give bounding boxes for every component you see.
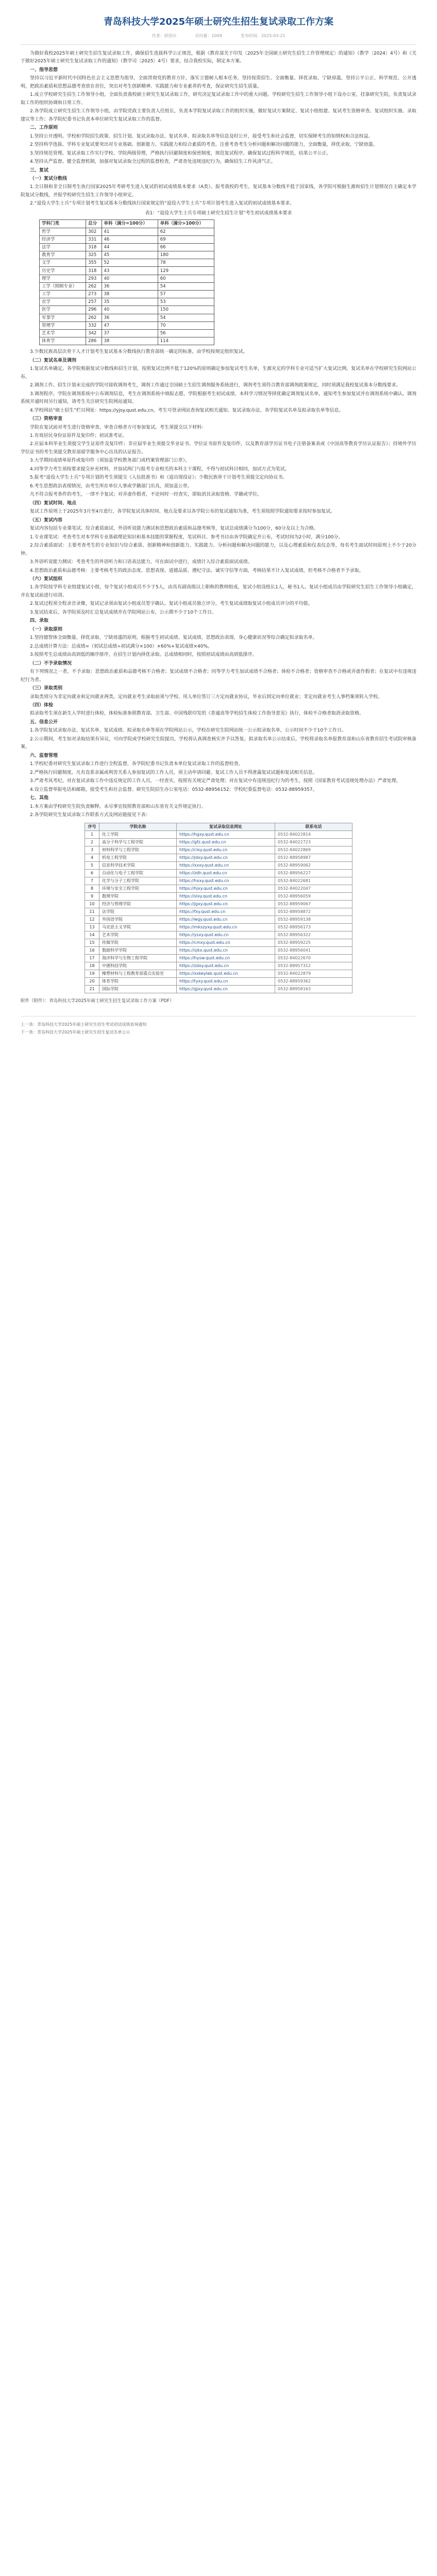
paragraph: 4.坚持从严监督。健全监督机制，加强对复试录取全过程的监督检查，严肃查处违规违纪行为，确保招生工作风清气正。 bbox=[30, 159, 276, 165]
section-heading: （三）资格审查 bbox=[30, 416, 63, 422]
table-cell: 0532-88959138 bbox=[275, 916, 352, 923]
table-row bbox=[85, 916, 352, 923]
table-cell: 数据科学学院 bbox=[99, 946, 177, 954]
college-url-link[interactable]: https://xskeylab.qust.edu.cn bbox=[177, 970, 275, 977]
table-cell: 艺术学 bbox=[40, 329, 86, 337]
college-url-link[interactable]: https://wgy.qust.edu.cn bbox=[177, 916, 275, 923]
college-url-link[interactable]: https://slxy.qust.edu.cn bbox=[177, 892, 275, 900]
table-cell: 40 bbox=[102, 306, 158, 314]
table-cell: 9 bbox=[85, 892, 99, 900]
section-heading: （一）录取原则 bbox=[30, 626, 63, 632]
paragraph: 录取类别分为非定向就业和定向就业两类。定向就业考生录取前须与学校、用人单位签订三方定向就业协议，毕业后到定向单位就业；非定向就业考生人事档案须转入学校。 bbox=[30, 694, 383, 700]
section-heading: 六、监督管理 bbox=[30, 753, 58, 758]
table-cell: 318 bbox=[86, 243, 102, 251]
table-cell: 70 bbox=[158, 321, 214, 329]
paragraph: 1.各学院按学科专业组建复试小组，每个复试小组成员不少于5人，由具有副高级以上职称的教师组成，复试小组设组长1人，秘书1人。复试小组成员由学院研究生招生工作领导小组确定，并在复试前进行培训。 bbox=[21, 585, 416, 598]
paragraph: 复试工作原则上于2025年3月至4月进行，各学院复试具体时间、地点及要求以各学院公布的复试通知为准，考生须按照学院通知要求按时参加复试。 bbox=[30, 509, 335, 515]
paragraph: 2.公示期间，考生如对录取结果有异议，可向学院或学校研究生院提出，学校将认真调查核实并予以答复。拟录取名单公示结束后，学校将录取名单报教育部和山东省教育招生考试院审核备案。 bbox=[21, 736, 416, 750]
table-cell: 自动化与电子工程学院 bbox=[99, 869, 177, 877]
paragraph: 1.学校纪委对研究生复试录取工作进行全程监督，各学院纪委书记负责本单位复试录取工作的监督检查。 bbox=[30, 761, 243, 767]
table-cell: 78 bbox=[158, 259, 214, 267]
table-cell: 0532-88959062 bbox=[275, 861, 352, 869]
paragraph: 1.复试名单确定。各学院根据复试分数线和招生计划，按照复试比例不低于120%的原则确定参加复试考生名单，生源充足的学科专业可适当扩大复试比例。复试名单在学校研究生院网站公布。 bbox=[21, 366, 416, 380]
table-header-cell: 序号 bbox=[85, 823, 99, 831]
paragraph: 1.本方案由学校研究生院负责解释。未尽事宜按照教育部和山东省有关文件规定执行。 bbox=[30, 804, 206, 809]
table-row bbox=[40, 251, 214, 259]
attachment-link[interactable]: 附件（附件）：青岛科技大学2025年硕士研究生招生复试录取工作方案（PDF） bbox=[21, 998, 174, 1004]
table-cell: 35 bbox=[102, 298, 158, 306]
table-cell: 36 bbox=[102, 282, 158, 290]
paragraph: 有下列情况之一者，不予录取：思想政治素质和品德考核不合格者；复试成绩不合格者；同等学力考生加试成绩不合格者；体检不合格者；资格审查不合格或弄虚作假者；在复试中有违规违纪行为者。 bbox=[21, 669, 416, 683]
college-url-link[interactable]: https://jgxy.qust.edu.cn bbox=[177, 900, 275, 908]
section-heading: （二）复试名单及调剂 bbox=[30, 358, 77, 363]
table-cell: 20 bbox=[85, 977, 99, 985]
table-header-row bbox=[85, 823, 352, 831]
table-row bbox=[85, 962, 352, 970]
section-heading: 一、指导思想 bbox=[30, 67, 58, 73]
paragraph: 3.调剂程序。学院在调剂系统中公布调剂信息，考生在调剂系统中填报志愿，学院根据考生初试成绩、本科学习情况等择优确定调剂复试名单，通知考生参加复试并在调剂系统中确认。调剂系统开通时间另行通知，请考生关注研究生院网站通知。 bbox=[21, 391, 416, 405]
meta-date: 发布时间：2025-03-21 bbox=[240, 33, 285, 39]
section-heading: 三、复试 bbox=[30, 167, 49, 173]
table-row bbox=[40, 314, 214, 321]
table-header-cell: 单科（满分>100分） bbox=[158, 220, 214, 228]
table-cell: 262 bbox=[86, 314, 102, 321]
table-header-row bbox=[40, 220, 214, 228]
table-cell: 环境与安全工程学院 bbox=[99, 885, 177, 892]
article-body bbox=[21, 50, 416, 993]
college-url-link[interactable]: https://jdxy.qust.edu.cn bbox=[177, 854, 275, 861]
table-row bbox=[40, 259, 214, 267]
table-cell: 国际学院 bbox=[99, 985, 177, 993]
table-cell: 318 bbox=[86, 267, 102, 275]
table-row bbox=[85, 946, 352, 954]
table-row bbox=[40, 267, 214, 275]
table-row bbox=[85, 939, 352, 946]
table-row bbox=[85, 877, 352, 885]
table-cell: 45 bbox=[102, 251, 158, 259]
table-cell: 325 bbox=[86, 251, 102, 259]
section-heading: （二）不予录取情况 bbox=[30, 660, 72, 666]
section-heading: 七、其他 bbox=[30, 795, 49, 801]
table-cell: 60 bbox=[158, 275, 214, 282]
table-cell: 0532-84022670 bbox=[275, 954, 352, 962]
table-cell: 66 bbox=[158, 243, 214, 251]
paragraph: 学院在复试前对考生进行资格审查，审查合格者方可参加复试。考生须提交以下材料： bbox=[30, 425, 207, 430]
table-row bbox=[85, 954, 352, 962]
table-cell: 7 bbox=[85, 877, 99, 885]
table-cell: 法学院 bbox=[99, 908, 177, 916]
table-cell: 53 bbox=[158, 298, 214, 306]
college-url-link[interactable]: https://gfz.qust.edu.cn bbox=[177, 838, 275, 846]
paragraph: 4.同等学力考生须按要求提交补充材料，并加试两门与报考专业相关的本科主干课程，不得与初试科目相同，加试方式为笔试。 bbox=[30, 466, 290, 472]
table-row bbox=[85, 846, 352, 854]
table-cell: 17 bbox=[85, 954, 99, 962]
table-row bbox=[85, 908, 352, 916]
table-cell: 0532-88956173 bbox=[275, 923, 352, 931]
table-cell: 工学 bbox=[40, 291, 86, 298]
table-cell: 43 bbox=[102, 267, 158, 275]
table-header-cell: 复试录取信息网址 bbox=[177, 823, 275, 831]
table-cell: 355 bbox=[86, 259, 102, 267]
table-row bbox=[85, 831, 352, 838]
table-cell: 0532-88958872 bbox=[275, 908, 352, 916]
table-cell: 0532-88956041 bbox=[275, 946, 352, 954]
table-row bbox=[85, 885, 352, 892]
table-row bbox=[40, 275, 214, 282]
table-cell: 4 bbox=[85, 854, 99, 861]
paragraph: 2.调剂工作。招生计划未完成的学院可接收调剂考生，调剂工作通过全国硕士生招生调剂服务系统进行，调剂考生须符合教育部调剂政策规定，同时须满足我校复试基本分数线要求。 bbox=[30, 383, 401, 388]
table-cell: 331 bbox=[86, 235, 102, 243]
table-cell: 6 bbox=[85, 869, 99, 877]
table-row bbox=[85, 838, 352, 846]
paragraph: 5.报考“退役大学生士兵”专项计划的考生须提交《入伍批准书》和《退出现役证》；少数民族骨干计划考生须提交定向协议书。 bbox=[30, 475, 288, 481]
table-cell: 法学 bbox=[40, 243, 86, 251]
table-cell: 0532-84022814 bbox=[275, 831, 352, 838]
paragraph: 4.学校网站“硕士招生”栏目网址：https://yjsy.qust.edu.cn，考生可登录网站查询复试相关通知、复试录取办法、各学院复试名单及拟录取名单等信息。 bbox=[30, 408, 344, 413]
table-cell: 52 bbox=[102, 259, 158, 267]
table-cell: 0532-88957312 bbox=[275, 962, 352, 970]
college-url-link[interactable]: https://mkszyxy.qust.edu.cn bbox=[177, 923, 275, 931]
table-cell: 14 bbox=[85, 931, 99, 939]
table-cell: 医学 bbox=[40, 306, 86, 314]
quota-table bbox=[39, 219, 214, 345]
table-row bbox=[85, 900, 352, 908]
college-url-link[interactable]: https://gjxy.qust.edu.cn bbox=[177, 985, 275, 993]
table-cell: 体育学院 bbox=[99, 977, 177, 985]
table-cell: 19 bbox=[85, 970, 99, 977]
table-caption: 表1：“退役大学生士兵专项硕士研究生招生计划”考生初试成绩基本要求 bbox=[145, 210, 292, 216]
table-cell: 12 bbox=[85, 916, 99, 923]
table-cell: 46 bbox=[102, 235, 158, 243]
table-header-cell: 总分 bbox=[86, 220, 102, 228]
table-cell: 经济学 bbox=[40, 235, 86, 243]
table-cell: 中德科技学院 bbox=[99, 962, 177, 970]
table-row bbox=[40, 321, 214, 329]
table-cell: 180 bbox=[158, 251, 214, 259]
paragraph: 1.坚持公开透明。学校和学院招生政策、招生计划、复试录取办法、复试名单、拟录取名单等信息及时公开，接受考生和社会监督，切实保障考生的知情权和合法权益。 bbox=[30, 133, 373, 139]
table-cell: 材料科学与工程学院 bbox=[99, 846, 177, 854]
table-cell: 信息科学技术学院 bbox=[99, 861, 177, 869]
section-heading: （四）复试时间、地点 bbox=[30, 500, 77, 506]
table-row bbox=[40, 306, 214, 314]
table-row bbox=[85, 970, 352, 977]
college-url-link[interactable]: https://ysxy.qust.edu.cn bbox=[177, 931, 275, 939]
table-cell: 文学 bbox=[40, 259, 86, 267]
paragraph: 3.坚持规范管理。复试录取工作实行学校、学院两级管理，严格执行回避制度和保密制度，规范复试程序，确保复试过程科学规范，结果公平公正。 bbox=[30, 150, 331, 156]
paragraph: 2.综合素质面试：主要考查考生的专业知识与综合素质、创新精神和创新能力、实践能力、分析问题和解决问题的能力，以及心理素质和仪表仪态等，每名考生面试时间原则上不少于20分钟。 bbox=[21, 543, 416, 556]
table-cell: 0532-88959067 bbox=[275, 900, 352, 908]
table-cell: 0532-88959362 bbox=[275, 977, 352, 985]
table-cell: 38 bbox=[102, 291, 158, 298]
table-cell: 0532-88956227 bbox=[275, 869, 352, 877]
table-cell: 56 bbox=[158, 329, 214, 337]
meta-views: 访问量：1009 bbox=[195, 33, 222, 39]
college-url-link[interactable]: https://hxxy.qust.edu.cn bbox=[177, 877, 275, 885]
table-cell: 艺术学院 bbox=[99, 931, 177, 939]
paragraph: 3.按照考生总成绩由高到低的顺序排序，在招生计划内择优录取。总成绩相同时，按照初试成绩由高到低排序。 bbox=[30, 652, 257, 658]
table-cell: 15 bbox=[85, 939, 99, 946]
table-row bbox=[40, 228, 214, 235]
title-divider bbox=[21, 44, 416, 45]
paragraph: 复试内容包括专业课笔试、综合素质面试、外语听说能力测试和思想政治素质和品德考核等，复试总成绩满分为100分，60分及以上为合格。 bbox=[30, 526, 318, 532]
paragraph: 3.严肃考风考纪。对在复试录取工作中违反规定的工作人员，一经查实，按照有关规定严肃处理；对在复试中有违规违纪行为的考生，按照《国家教育考试违规处理办法》严肃处理。 bbox=[30, 778, 401, 784]
table-cell: 机电工程学院 bbox=[99, 854, 177, 861]
table-row bbox=[40, 291, 214, 298]
paragraph: 3.少数民族高层次骨干人才计划考生复试基本分数线执行教育部统一确定的标准，由学校按规定组织复试。 bbox=[30, 349, 248, 355]
college-url-link[interactable]: https://hgxy.qust.edu.cn bbox=[177, 831, 275, 838]
paragraph: 2.各学院研究生复试录取工作联系方式及网站链接见下表： bbox=[30, 812, 150, 818]
table-row bbox=[85, 869, 352, 877]
table-cell: 257 bbox=[86, 298, 102, 306]
table-cell: 化学与分子工程学院 bbox=[99, 877, 177, 885]
table-cell: 0532-84022869 bbox=[275, 846, 352, 854]
paragraph: 4.思想政治素质和品德考核：主要考核考生的政治态度、思想表现、道德品质、遵纪守法、诚实守信等方面，考核结果不计入复试成绩，但考核不合格者不予录取。 bbox=[30, 568, 364, 573]
table-cell: 0532-84022681 bbox=[275, 877, 352, 885]
table-cell: 342 bbox=[86, 329, 102, 337]
section-heading: （一）复试分数线 bbox=[30, 176, 68, 181]
table-cell: 传媒学院 bbox=[99, 939, 177, 946]
table-cell: 332 bbox=[86, 321, 102, 329]
paragraph: 1.成立学校研究生招生工作领导小组，全面负责我校硕士研究生复试录取工作，研究决定复试录取工作中的重大问题。学校研究生招生工作领导小组下设办公室，挂靠研究生院，负责复试录取工作的组织协调和日常工作。 bbox=[21, 92, 416, 106]
table-cell: 数理学院 bbox=[99, 892, 177, 900]
paragraph: 3.大学期间成绩单原件或复印件（须加盖学校教务部门或档案管理部门公章）。 bbox=[30, 458, 190, 464]
table-cell: 273 bbox=[86, 291, 102, 298]
table-cell: 0532-88958987 bbox=[275, 854, 352, 861]
table-cell: 0532-84022723 bbox=[275, 838, 352, 846]
article-footer bbox=[21, 1016, 416, 1036]
table-row bbox=[85, 977, 352, 985]
college-url-link[interactable]: https://hjxy.qust.edu.cn bbox=[177, 885, 275, 892]
table-cell: 农学 bbox=[40, 298, 86, 306]
table-header-cell: 学院名称 bbox=[99, 823, 177, 831]
table-cell: 军事学 bbox=[40, 314, 86, 321]
table-cell: 262 bbox=[86, 282, 102, 290]
table-cell: 54 bbox=[158, 314, 214, 321]
paragraph: 凡不符合报考条件的考生，一律不予复试；对弄虚作假者，不论何时一经查实，即取消其录取资格、学籍或学位。 bbox=[30, 492, 262, 498]
paragraph: 1.坚持德智体全面衡量、择优录取、宁缺毋滥的原则，根据考生初试成绩、复试成绩、思想政治表现、身心健康状况等综合确定拟录取名单。 bbox=[30, 635, 317, 641]
paragraph: 1.有效居民身份证原件及复印件；初试准考证。 bbox=[30, 433, 127, 438]
table-row bbox=[85, 892, 352, 900]
table-cell: 44 bbox=[102, 243, 158, 251]
paragraph: 1.全日制和非全日制考生执行国家2025年考研考生进入复试的初试成绩基本要求（A类）。报考我校的考生，复试基本分数线不低于国家线，各学院可根据生源和招生计划情况自主确定本学院复试分数线，并报学校研究生招生工作领导小组审定。 bbox=[21, 184, 416, 198]
next-article-link[interactable]: 下一条：青岛科技大学2025年硕士研究生招生复试名单公示 bbox=[21, 1030, 130, 1035]
table-cell: 47 bbox=[102, 321, 158, 329]
paragraph: 1.专业课笔试：考查考生对本学科专业基础理论知识和基本技能的掌握程度，笔试科目、参考书目由各学院确定并公布，考试时间为2小时，满分100分。 bbox=[30, 534, 343, 540]
paragraph: 2.严格执行回避制度。凡有直系亲属或利害关系人参加复试的工作人员，须主动申请回避。复试工作人员不得泄露复试试题和复试相关信息。 bbox=[30, 770, 317, 775]
table-row bbox=[40, 337, 214, 345]
table-cell: 高分子科学与工程学院 bbox=[99, 838, 177, 846]
table-row bbox=[40, 243, 214, 251]
table-cell: 理学 bbox=[40, 275, 86, 282]
article-page bbox=[0, 0, 437, 1049]
table-cell: 18 bbox=[85, 962, 99, 970]
table-cell: 36 bbox=[102, 314, 158, 321]
paragraph: 3.复试结束后，各学院须及时汇总复试成绩并在学院网站公布，公示期不少于10个工作日。 bbox=[30, 609, 217, 615]
table-cell: 管理学 bbox=[40, 321, 86, 329]
table-header-cell: 联系电话 bbox=[275, 823, 352, 831]
table-row bbox=[85, 931, 352, 939]
table-cell: 马克思主义学院 bbox=[99, 923, 177, 931]
college-url-link[interactable]: https://zdxy.qust.edu.cn bbox=[177, 962, 275, 970]
table-cell: 0532-88959225 bbox=[275, 939, 352, 946]
table-cell: 教育学 bbox=[40, 251, 86, 259]
paragraph: 坚持以习近平新时代中国特色社会主义思想为指导，全面贯彻党的教育方针，落实立德树人根本任务，坚持按需招生、全面衡量、择优录取、宁缺毋滥，坚持公平公正、科学规范、公开透明，把政治素质和思想品德考查放在首位，突出对考生创新精神、实践能力和专业素养的考查，保证研究生招生质量。 bbox=[21, 76, 416, 89]
college-url-link[interactable]: https://hysw.qust.edu.cn bbox=[177, 954, 275, 962]
table-header-cell: 学科门类 bbox=[40, 220, 86, 228]
table-cell: 外国语学院 bbox=[99, 916, 177, 923]
table-cell: 化工学院 bbox=[99, 831, 177, 838]
section-heading: （六）复试组织 bbox=[30, 576, 63, 582]
college-url-link[interactable]: https://sjkx.qust.edu.cn bbox=[177, 946, 275, 954]
college-url-link[interactable]: https://zdh.qust.edu.cn bbox=[177, 869, 275, 877]
article-meta bbox=[21, 32, 416, 40]
table-cell: 经济与管理学院 bbox=[99, 900, 177, 908]
section-heading: 二、工作原则 bbox=[30, 125, 58, 131]
paragraph: 2.“退役大学生士兵”专项计划考生复试基本分数线执行国家规定的“退役大学生士兵”专项计划考生进入复试的初试成绩基本要求。 bbox=[30, 201, 295, 207]
table-cell: 2 bbox=[85, 838, 99, 846]
table-cell: 0532-88956059 bbox=[275, 892, 352, 900]
table-cell: 16 bbox=[85, 946, 99, 954]
table-cell: 0532-84022047 bbox=[275, 885, 352, 892]
college-url-link[interactable]: https://fxy.qust.edu.cn bbox=[177, 908, 275, 916]
paragraph: 2.应届本科毕业生须提交学生证原件及复印件；非应届毕业生须提交毕业证书、学位证书原件及复印件，以及教育部学历证书电子注册备案表或《中国高等教育学历认证报告》；持境外学历学位证书的考生须提交教育部留学服务中心出具的认证报告。 bbox=[21, 442, 416, 455]
section-heading: 五、信息公开 bbox=[30, 719, 58, 725]
table-cell: 海洋科学与生物工程学院 bbox=[99, 954, 177, 962]
prev-article-link[interactable]: 上一条：青岛科技大学2025年硕士研究生招生考试初试成绩查询通知 bbox=[21, 1022, 147, 1027]
table-row bbox=[85, 861, 352, 869]
table-cell: 37 bbox=[102, 329, 158, 337]
section-heading: （四）体检 bbox=[30, 703, 54, 708]
table-row bbox=[85, 923, 352, 931]
table-cell: 哲学 bbox=[40, 228, 86, 235]
table-cell: 历史学 bbox=[40, 267, 86, 275]
section-heading: （三）录取类别 bbox=[30, 686, 63, 691]
college-url-link[interactable]: https://tyxy.qust.edu.cn bbox=[177, 977, 275, 985]
paragraph: 2.坚持科学选拔。学科专业复试要突出对专业基础、创新能力、实践能力和综合素质的考查，注重考查考生分析问题和解决问题的能力，全面衡量，择优录取，宁缺毋滥。 bbox=[30, 142, 378, 148]
paragraph: 4.设立监督举报电话和邮箱，接受考生和社会监督。研究生院招生办公室电话：0532-88956152；学校纪委监督电话：0532-88959357。 bbox=[30, 787, 317, 792]
table-cell: 129 bbox=[158, 267, 214, 275]
table-cell: 11 bbox=[85, 908, 99, 916]
table-cell: 150 bbox=[158, 306, 214, 314]
table-cell: 69 bbox=[158, 235, 214, 243]
table-cell: 5 bbox=[85, 861, 99, 869]
table-cell: 41 bbox=[102, 228, 158, 235]
table-row bbox=[40, 298, 214, 306]
meta-author: 作者：研招办 bbox=[152, 33, 177, 39]
table-row bbox=[40, 235, 214, 243]
article-title: 青岛科技大学2025年硕士研究生招生复试录取工作方案 bbox=[103, 16, 334, 27]
section-heading: （五）复试内容 bbox=[30, 517, 63, 523]
table-cell: 293 bbox=[86, 275, 102, 282]
table-cell: 0532-88956322 bbox=[275, 931, 352, 939]
paragraph: 2.各学院成立研究生招生工作领导小组，由学院党政主要负责人任组长，负责本学院复试录取工作的组织实施，做好复试方案制定、复试小组组建、复试考生资格审查、复试组织实施、录取建议等工作；各学院纪委书记负责本单位研究生复试录取工作的监督。 bbox=[21, 109, 416, 122]
paragraph: 拟录取考生须在新生入学时进行体检，体检标准参照教育部、卫生部、中国残联印发的《普通高等学校招生体检工作指导意见》执行，体检不合格者取消录取资格。 bbox=[30, 711, 364, 717]
table-cell: 橡塑材料与工程教育部重点实验室 bbox=[99, 970, 177, 977]
table-cell: 13 bbox=[85, 923, 99, 931]
table-row bbox=[85, 854, 352, 861]
table-cell: 54 bbox=[158, 282, 214, 290]
paragraph: 1.各学院复试录取办法、复试名单、复试成绩、拟录取名单等须在学院网站公示，学校在研究生院网站统一公示拟录取名单，公示时间不少于10个工作日。 bbox=[30, 728, 347, 734]
table-cell: 8 bbox=[85, 885, 99, 892]
paragraph: 6.考生思想政治表现情况，由考生所在单位人事或学籍部门出具，须加盖公章。 bbox=[30, 483, 192, 489]
table-cell: 286 bbox=[86, 337, 102, 345]
table-cell: 62 bbox=[158, 228, 214, 235]
paragraph: 3.外语听说能力测试：考查考生的外语听力和口语表达能力，可在面试中进行，成绩计入综合素质面试成绩。 bbox=[30, 560, 253, 565]
table-row bbox=[40, 329, 214, 337]
table-cell: 0532-88958163 bbox=[275, 985, 352, 993]
college-url-link[interactable]: https://cmxy.qust.edu.cn bbox=[177, 939, 275, 946]
college-links-table bbox=[85, 823, 352, 993]
table-cell: 10 bbox=[85, 900, 99, 908]
table-cell: 114 bbox=[158, 337, 214, 345]
paragraph: 为做好我校2025年硕士研究生招生复试录取工作，确保招生选拔科学公正规范，根据《教育部关于印发〈2025年全国硕士研究生招生工作管理规定〉的通知》（教学〔2024〕4号）和《关于做好2025年硕士研究生复试录取工作的通知》（教学司〔2025〕4号）要求，结合我校实际，制定本方案。 bbox=[21, 50, 416, 64]
table-cell: 40 bbox=[102, 275, 158, 282]
table-cell: 296 bbox=[86, 306, 102, 314]
table-row bbox=[40, 282, 214, 290]
table-cell: 38 bbox=[102, 337, 158, 345]
table-cell: 57 bbox=[158, 291, 214, 298]
table-cell: 3 bbox=[85, 846, 99, 854]
table-cell: 21 bbox=[85, 985, 99, 993]
table-cell: 302 bbox=[86, 228, 102, 235]
college-url-link[interactable]: https://clxy.qust.edu.cn bbox=[177, 846, 275, 854]
table-header-cell: 单科（满分=100分） bbox=[102, 220, 158, 228]
paragraph: 2.总成绩计算方法：总成绩=（初试总成绩÷初试满分×100）×60%+复试成绩×40%。 bbox=[30, 643, 213, 649]
table-cell: 1 bbox=[85, 831, 99, 838]
table-cell: 体育学 bbox=[40, 337, 86, 345]
section-heading: 四、录取 bbox=[30, 618, 49, 624]
table-row bbox=[85, 985, 352, 993]
college-url-link[interactable]: https://xxxy.qust.edu.cn bbox=[177, 861, 275, 869]
paragraph: 2.复试过程须全程录音录像，复试记录须由复试小组成员签字确认。复试小组成员独立评分，考生复试成绩取复试小组成员评分的平均值。 bbox=[30, 601, 313, 607]
table-cell: 工学（照顾专业） bbox=[40, 282, 86, 290]
table-cell: 0532-84022879 bbox=[275, 970, 352, 977]
